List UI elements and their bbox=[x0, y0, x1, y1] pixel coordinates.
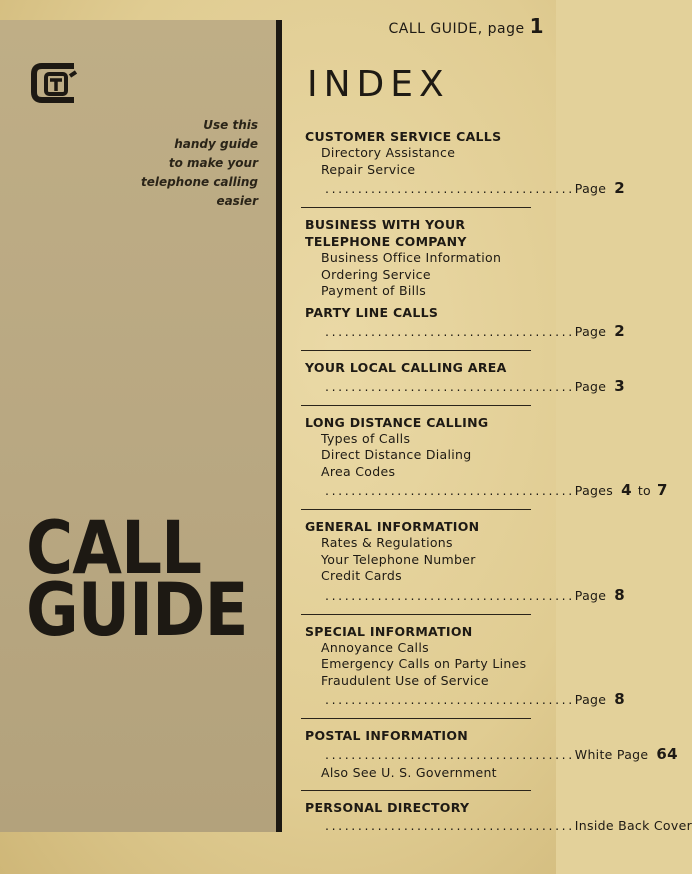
page-label: Page bbox=[574, 323, 607, 339]
telephone-company-logo-icon bbox=[30, 58, 86, 108]
index-entry bbox=[305, 216, 530, 300]
index-entry bbox=[305, 623, 626, 711]
tagline-line: Use this bbox=[203, 118, 258, 132]
page-number: 64 bbox=[656, 745, 678, 763]
dot-leader: ...................................... bbox=[325, 323, 575, 339]
page-reference bbox=[305, 585, 626, 606]
entry-item: Ordering Service bbox=[321, 266, 431, 282]
entry-heading: PERSONAL DIRECTORY bbox=[305, 799, 470, 815]
dot-leader: ...................................... bbox=[325, 817, 575, 833]
entry-heading: CUSTOMER SERVICE CALLS bbox=[305, 129, 502, 144]
cover-title-line: GUIDE bbox=[26, 568, 248, 653]
page-number-end: 7 bbox=[656, 481, 668, 499]
tagline-line: easier bbox=[216, 194, 258, 208]
entry-item: Fraudulent Use of Service bbox=[321, 672, 489, 688]
entry-item: Emergency Calls on Party Lines bbox=[321, 656, 527, 671]
page-reference bbox=[305, 321, 626, 342]
index-entry bbox=[305, 518, 626, 606]
entry-heading: POSTAL INFORMATION bbox=[305, 728, 469, 743]
entry-heading: YOUR LOCAL CALLING AREA bbox=[305, 359, 507, 375]
tagline-line: to make your bbox=[168, 156, 258, 170]
entry-item: Repair Service bbox=[321, 161, 416, 177]
section-divider bbox=[301, 718, 531, 719]
dot-leader: ...................................... bbox=[325, 747, 575, 762]
header-label: CALL GUIDE, page bbox=[388, 21, 525, 37]
page-number: 8 bbox=[614, 585, 626, 604]
entry-item: Business Office Information bbox=[321, 250, 502, 265]
dot-leader: ...................................... bbox=[325, 692, 575, 707]
entry-item: Payment of Bills bbox=[321, 283, 427, 298]
tagline bbox=[58, 116, 258, 211]
page-number: 4 bbox=[621, 481, 632, 499]
page-number: 2 bbox=[614, 321, 626, 340]
entry-item: Also See U. S. Government bbox=[321, 765, 497, 780]
index-entry bbox=[305, 799, 692, 836]
page-label: Page bbox=[574, 692, 607, 707]
entry-item: Your Telephone Number bbox=[321, 551, 476, 567]
entry-item: Directory Assistance bbox=[321, 145, 456, 160]
section-divider bbox=[301, 614, 531, 615]
cover-title bbox=[26, 506, 278, 653]
index-entry bbox=[305, 359, 626, 397]
page-label: Page bbox=[574, 587, 607, 603]
tagline-line: handy guide bbox=[174, 137, 258, 151]
index-entries bbox=[305, 128, 692, 836]
page-number: 2 bbox=[614, 179, 626, 197]
entry-heading: TELEPHONE COMPANY bbox=[305, 234, 467, 249]
page-reference bbox=[305, 689, 626, 710]
section-divider bbox=[301, 405, 531, 406]
entry-item: Annoyance Calls bbox=[321, 639, 429, 655]
cover-title-line: CALL bbox=[26, 506, 202, 591]
entry-heading: LONG DISTANCE CALLING bbox=[305, 414, 489, 430]
page-header bbox=[389, 14, 545, 38]
index-entry bbox=[305, 128, 626, 199]
page-reference bbox=[305, 744, 678, 765]
page-reference bbox=[305, 178, 626, 199]
page-reference bbox=[305, 376, 626, 397]
section-divider bbox=[301, 790, 531, 791]
index-entry bbox=[305, 304, 626, 342]
page-range-to: to bbox=[637, 483, 651, 498]
entry-heading: BUSINESS WITH YOUR bbox=[305, 217, 466, 232]
page-number: 3 bbox=[614, 376, 626, 395]
tagline-line: telephone calling bbox=[140, 175, 258, 189]
page-label: Page bbox=[574, 378, 607, 394]
entry-heading: GENERAL INFORMATION bbox=[305, 519, 480, 534]
dot-leader: ...................................... bbox=[325, 483, 575, 498]
entry-item: Rates & Regulations bbox=[321, 535, 453, 550]
index-entry bbox=[305, 727, 678, 782]
vertical-divider bbox=[276, 20, 282, 832]
dot-leader: ...................................... bbox=[325, 181, 575, 196]
page-label: White Page bbox=[574, 747, 649, 762]
page-number: 8 bbox=[614, 690, 626, 708]
entry-item: Credit Cards bbox=[321, 568, 402, 583]
dot-leader: ...................................... bbox=[325, 378, 575, 394]
page-label: Page bbox=[574, 181, 607, 196]
entry-heading: SPECIAL INFORMATION bbox=[305, 623, 473, 639]
entry-item: Direct Distance Dialing bbox=[321, 447, 472, 462]
entry-heading: PARTY LINE CALLS bbox=[305, 304, 439, 320]
header-page-number: 1 bbox=[529, 14, 544, 38]
page-label: Inside Back Cover bbox=[574, 817, 692, 833]
page-reference bbox=[305, 816, 692, 836]
section-divider bbox=[301, 509, 531, 510]
index-entry bbox=[305, 414, 668, 502]
entry-item: Types of Calls bbox=[321, 430, 411, 446]
page-label: Pages bbox=[574, 483, 614, 498]
dot-leader: ...................................... bbox=[325, 587, 575, 603]
section-divider bbox=[301, 207, 531, 208]
section-divider bbox=[301, 350, 531, 351]
entry-item: Area Codes bbox=[321, 463, 396, 479]
page-reference bbox=[305, 480, 668, 501]
index-title: INDEX bbox=[307, 64, 450, 105]
